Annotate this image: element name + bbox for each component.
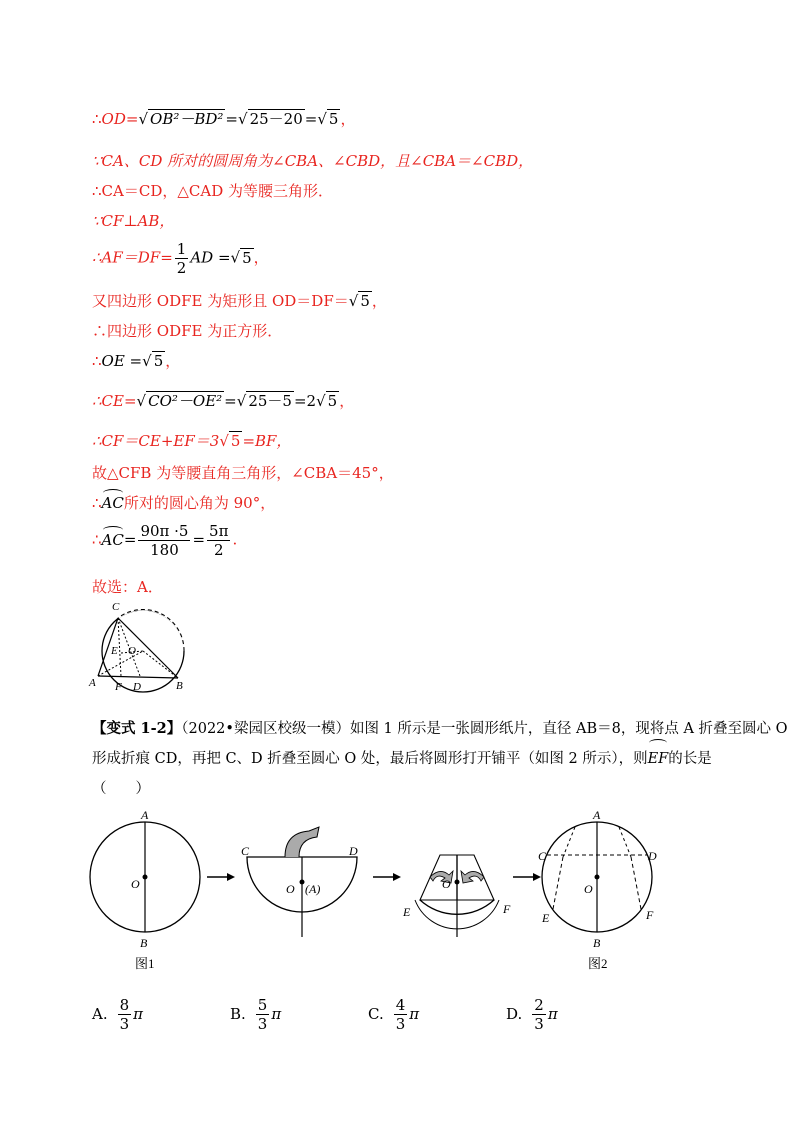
solution-line-10: ∴CF＝CE+EF＝3√ 5 =BF， <box>92 432 292 450</box>
option-fraction <box>532 996 546 1033</box>
pi-symbol: π <box>271 1005 282 1023</box>
arrow-icon <box>207 873 235 881</box>
fraction <box>138 522 190 559</box>
solution-line-8: ∴OE =√ 5 ， <box>92 352 181 370</box>
arrow-icon <box>513 873 541 881</box>
numerator: 4 <box>395 995 406 1014</box>
therefore-symbol: ∴ <box>92 352 102 370</box>
label-e: E <box>111 645 118 657</box>
option-letter: C. <box>368 1005 384 1023</box>
option-b[interactable] <box>230 992 281 1036</box>
solution-line-12 <box>92 492 275 513</box>
question-text-1: （2022•梁园区校级一模）如图 1 所示是一张圆形纸片，直径 AB＝8，现将点 A 折叠至圆心 O <box>181 721 788 737</box>
therefore-symbol: ∴ <box>92 530 102 549</box>
arrow-icon <box>373 873 401 881</box>
denominator: 180 <box>150 541 179 559</box>
label-b: B <box>593 936 601 950</box>
figure-3 <box>402 855 511 937</box>
expr-post: 所对的圆心角为 90°， <box>123 494 276 512</box>
eq-lhs: OE = <box>101 352 143 370</box>
expr-post: AD = <box>190 248 231 267</box>
option-fraction <box>394 996 408 1033</box>
sqrt-value: 5 <box>230 432 241 450</box>
therefore-symbol: ∴ <box>92 110 102 128</box>
solution-line-6: 又四边形 ODFE 为矩形且 OD＝DF＝√ 5 ， <box>92 292 387 310</box>
period: . <box>232 530 238 549</box>
solution-line-13 <box>92 522 237 559</box>
label-d: D <box>133 681 141 693</box>
figure-2 <box>241 827 358 937</box>
sqrt-value: 5 <box>328 110 339 128</box>
numerator: 90π ·5 <box>140 522 189 540</box>
comma: ， <box>340 110 356 128</box>
solution-figure <box>88 596 198 696</box>
question-text-2: 形成折痕 CD，再把 C、D 折叠至圆心 O 处，最后将圆形打开铺平（如图 2 所示），则 <box>92 751 648 767</box>
numerator: 1 <box>176 240 187 258</box>
label-a: A <box>89 677 96 689</box>
denominator: 3 <box>257 1014 268 1033</box>
comma: ， <box>371 292 387 310</box>
equals: = <box>225 110 238 128</box>
expr-tail: =BF， <box>242 432 292 450</box>
comma: ， <box>253 248 269 267</box>
solution-line-7: ∴四边形 ODFE 为正方形． <box>92 322 283 340</box>
solution-line-11: 故△CFB 为等腰直角三角形，∠CBA＝45°， <box>92 464 394 482</box>
label-o: O <box>128 645 136 657</box>
caption-figure-1: 图1 <box>135 956 155 970</box>
question-text-2-end: 的长是 <box>668 751 712 767</box>
eq-lhs: OD= <box>101 110 139 128</box>
solution-line-4: ∵CF⊥AB， <box>92 212 175 230</box>
denominator: 3 <box>395 1014 406 1033</box>
caption-figure-2: 图2 <box>588 956 608 970</box>
question-line-3: （ ） <box>92 781 150 797</box>
figure-1 <box>90 808 200 970</box>
question-line-1 <box>92 714 788 744</box>
label-b: B <box>140 936 148 950</box>
denominator: 2 <box>176 259 187 277</box>
label-c: C <box>538 849 547 863</box>
arc-ef: EF <box>648 744 669 774</box>
equals: =2 <box>293 392 317 410</box>
sqrt-expression-2: 25－5 <box>248 392 292 410</box>
option-fraction <box>256 996 270 1033</box>
question-line-2 <box>92 744 712 774</box>
sqrt-value: 5 <box>327 392 338 410</box>
option-letter: D. <box>506 1005 523 1023</box>
numerator: 8 <box>119 995 130 1014</box>
answer-options <box>92 992 712 1036</box>
fraction <box>207 522 230 559</box>
sqrt-value: 5 <box>153 352 164 370</box>
solution-line-3: ∴CA＝CD，△CAD 为等腰三角形． <box>92 182 333 200</box>
arc-ac: AC <box>101 530 124 549</box>
label-f: F <box>646 908 654 922</box>
option-fraction <box>118 996 132 1033</box>
label-f: F <box>115 681 122 693</box>
option-d[interactable] <box>506 992 558 1036</box>
label-o: O <box>286 882 295 896</box>
solution-line-1: ∴OD=√ OB²－BD² =√ 25－20 =√ 5 ， <box>92 110 356 128</box>
numerator: 5 <box>257 995 268 1014</box>
fraction <box>175 240 189 277</box>
label-o: O <box>442 877 451 891</box>
label-d: D <box>648 849 657 863</box>
denominator: 2 <box>213 541 224 559</box>
comma: ， <box>165 352 181 370</box>
denominator: 3 <box>119 1014 130 1033</box>
solution-line-9: ∴CE=√ CO²－OE² =√ 25－5 =2√ 5 ， <box>92 392 355 410</box>
expr-prefix: ∴AF＝DF= <box>92 248 173 267</box>
comma: ， <box>339 392 355 410</box>
sqrt-expression: OB²－BD² <box>150 110 224 128</box>
solution-line-5: ∴AF＝DF= $\frac{1}{2}$ AD =√ 5 ， <box>92 240 269 277</box>
label-a-paren: (A) <box>305 882 321 896</box>
solution-line-2: ∵CA、CD 所对的圆周角为∠CBA、∠CBD，且∠CBA＝∠CBD， <box>92 152 534 170</box>
label-e: E <box>542 911 550 925</box>
label-b: B <box>176 680 183 692</box>
therefore-symbol: ∴ <box>92 494 102 512</box>
label-a: A <box>141 808 149 822</box>
label-e: E <box>403 905 411 919</box>
equals: = <box>304 110 318 128</box>
equals: = <box>123 530 137 549</box>
arc-ac: AC <box>101 494 124 512</box>
pi-symbol: π <box>409 1005 420 1023</box>
option-letter: A. <box>92 1005 108 1023</box>
solution-line-14: 故选：A． <box>92 578 163 596</box>
label-f: F <box>503 902 511 916</box>
expr-prefix: ∴CF＝CE+EF＝3 <box>92 432 220 450</box>
question-tag: 【变式 1-2】 <box>92 720 182 737</box>
label-o: O <box>584 882 593 896</box>
option-a[interactable] <box>92 992 143 1036</box>
expr-text: 又四边形 ODFE 为矩形且 OD＝DF＝ <box>92 292 349 310</box>
label-a: A <box>593 808 601 822</box>
sqrt-value: 5 <box>360 292 370 310</box>
label-d: D <box>349 844 358 858</box>
sqrt-expression: CO²－OE² <box>148 392 223 410</box>
sqrt-value: 5 <box>242 248 252 267</box>
figure-4 <box>538 808 657 970</box>
denominator: 3 <box>534 1014 544 1033</box>
option-c[interactable] <box>368 992 419 1036</box>
pi-symbol: π <box>133 1005 144 1023</box>
folding-figures <box>85 805 705 970</box>
label-o: O <box>131 877 140 891</box>
sqrt-expression-2: 25－20 <box>249 110 303 128</box>
numerator: 2 <box>534 995 544 1014</box>
option-letter: B. <box>230 1005 246 1023</box>
equals: = <box>192 530 206 549</box>
numerator: 5π <box>209 522 229 540</box>
label-c: C <box>241 844 250 858</box>
pi-symbol: π <box>547 1005 558 1023</box>
equals: = <box>224 392 237 410</box>
eq-lhs: ∴CE= <box>92 392 137 410</box>
label-c: C <box>112 601 120 613</box>
